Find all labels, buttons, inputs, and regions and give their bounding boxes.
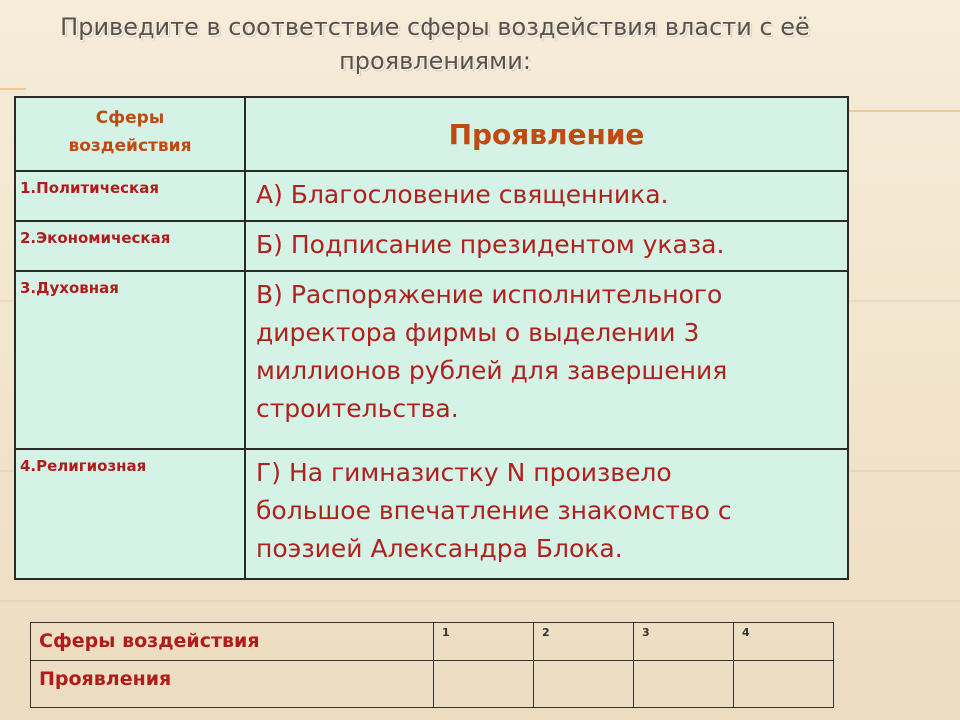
manifestation-line: А) Благословение священника. — [256, 180, 669, 209]
header-spheres — [15, 97, 245, 171]
manifestation-line: В) Распоряжение исполнительного — [256, 280, 723, 309]
answer-row-manifestations — [31, 661, 834, 708]
answer-label-manifestations: Проявления — [31, 661, 434, 708]
answer-number-cell[interactable]: 4 — [734, 623, 834, 661]
answer-blank-cell[interactable] — [434, 661, 534, 708]
answer-row-spheres — [31, 623, 834, 661]
background-texture-line — [0, 600, 960, 602]
sphere-cell: 3.Духовная — [15, 271, 245, 449]
table-row — [15, 221, 848, 271]
header-spheres-line2: воздействия — [68, 136, 192, 156]
header-manifestation: Проявление — [245, 97, 848, 171]
manifestation-cell — [245, 171, 848, 221]
decorative-line-right — [845, 110, 960, 112]
answer-label-spheres: Сферы воздействия — [31, 623, 434, 661]
table-row — [15, 271, 848, 449]
manifestation-cell — [245, 449, 848, 579]
manifestation-line: строительства. — [256, 394, 459, 423]
answer-number-cell[interactable]: 2 — [534, 623, 634, 661]
table-row — [15, 171, 848, 221]
decorative-line-left — [0, 88, 26, 90]
manifestation-line: Б) Подписание президентом указа. — [256, 230, 725, 259]
answer-number-cell[interactable]: 3 — [634, 623, 734, 661]
table-row — [15, 449, 848, 579]
manifestation-line: миллионов рублей для завершения — [256, 356, 728, 385]
answer-number-cell[interactable]: 1 — [434, 623, 534, 661]
header-spheres-line1: Сферы — [95, 108, 165, 128]
table-header-row — [15, 97, 848, 171]
slide-title-line1: Приведите в соответствие сферы воздействия власти с её — [60, 13, 810, 41]
answer-blank-cell[interactable] — [734, 661, 834, 708]
matching-table — [14, 96, 849, 580]
manifestation-cell — [245, 271, 848, 449]
manifestation-line: поэзией Александра Блока. — [256, 534, 623, 563]
sphere-cell: 1.Политическая — [15, 171, 245, 221]
manifestation-line: Г) На гимназистку N произвело — [256, 458, 672, 487]
sphere-cell: 4.Религиозная — [15, 449, 245, 579]
slide-title-line2: проявлениями: — [339, 47, 531, 75]
manifestation-line: директора фирмы о выделении 3 — [256, 318, 700, 347]
manifestation-cell — [245, 221, 848, 271]
answer-blank-cell[interactable] — [534, 661, 634, 708]
sphere-cell: 2.Экономическая — [15, 221, 245, 271]
slide-title — [20, 10, 850, 78]
answer-table — [30, 622, 834, 708]
answer-blank-cell[interactable] — [634, 661, 734, 708]
manifestation-line: большое впечатление знакомство с — [256, 496, 732, 525]
